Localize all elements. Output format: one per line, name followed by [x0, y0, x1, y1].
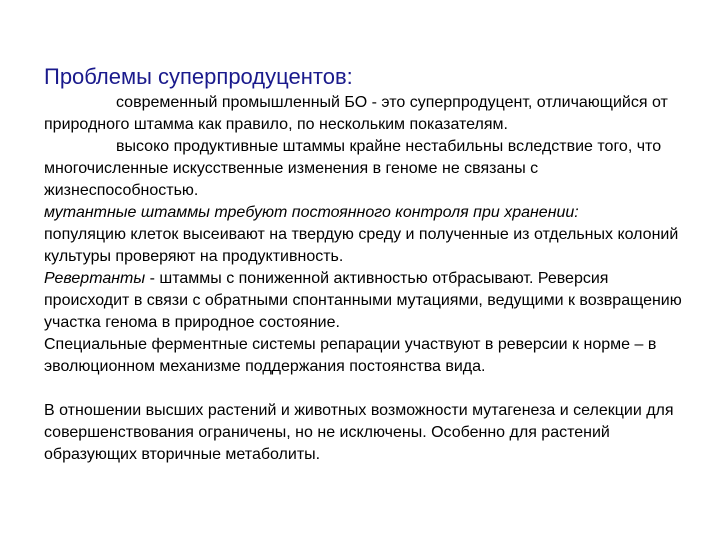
paragraph-4	[44, 224, 694, 268]
paragraph-7-text: В отношении высших растений и животных возможности мутагенеза и селекции для совершенствования ограничены, но не исключены. Особенно для растений образующих вторичные метаболиты.	[44, 402, 674, 463]
slide-title: Проблемы суперпродуцентов:	[44, 64, 353, 89]
paragraph-3	[44, 202, 694, 224]
paragraph-6	[44, 334, 694, 378]
paragraph-2	[44, 136, 694, 202]
paragraph-4-text: популяцию клеток высеивают на твердую среду и полученные из отдельных колоний культуры проверяют на продуктивность.	[44, 226, 679, 265]
paragraph-5-text: - штаммы с пониженной активностью отбрасывают. Реверсия происходит в связи с обратными спонтанными мутациями, ведущими к возвращению участка генома в природное состояние.	[44, 270, 682, 331]
paragraph-5	[44, 268, 694, 334]
paragraph-1	[44, 92, 694, 136]
paragraph-5-italic: Ревертанты	[44, 270, 146, 287]
paragraph-7	[44, 400, 694, 466]
paragraph-1-text: современный промышленный БО - это суперпродуцент, отличающийся от природного штамма как правило, по нескольким показателям.	[44, 94, 668, 133]
blank-line	[44, 378, 694, 400]
slide-body	[44, 92, 694, 466]
paragraph-3-italic: мутантные штаммы требуют постоянного контроля при хранении:	[44, 204, 579, 221]
paragraph-2-text: высоко продуктивные штаммы крайне нестабильны вследствие того, что многочисленные искусственные изменения в геноме не связаны с жизнеспособностью.	[44, 138, 662, 199]
paragraph-6-text: Специальные ферментные системы репарации участвуют в реверсии к норме – в эволюционном механизме поддержания постоянства вида.	[44, 336, 657, 375]
